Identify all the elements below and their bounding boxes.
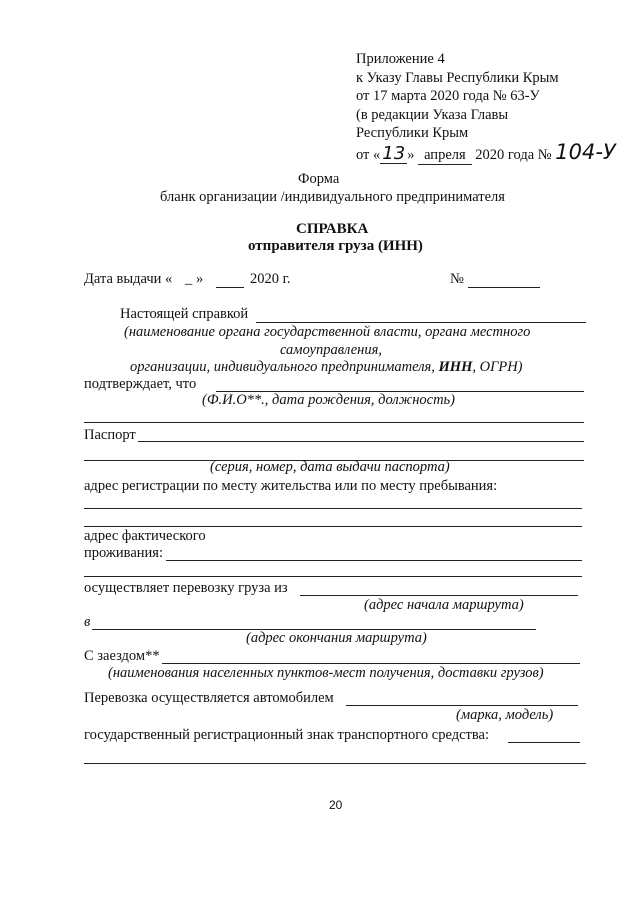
appendix-line: Приложение 4: [356, 51, 445, 67]
transport-from-label: осуществляет перевозку груза из: [84, 580, 288, 596]
person-hint: (Ф.И.О**., дата рождения, должность): [202, 392, 455, 408]
actual-address-label: проживания:: [84, 545, 163, 561]
person-field-extra[interactable]: [84, 422, 584, 423]
org-hint: самоуправления,: [280, 342, 382, 358]
document-title: СПРАВКА: [296, 221, 369, 237]
appendix-line: к Указу Главы Республики Крым: [356, 69, 559, 86]
route-start-hint: (адрес начала маршрута): [364, 597, 524, 613]
org-hint: организации, индивидуального предпринимателя, ИНН, ОГРН): [130, 359, 523, 375]
actual-address-field[interactable]: [166, 560, 582, 561]
plate-field[interactable]: [508, 742, 580, 743]
month: апреля: [418, 146, 472, 166]
org-name-field[interactable]: [256, 322, 586, 323]
reg-address-label: адрес регистрации по месту жительства или по месту пребывания:: [84, 478, 498, 494]
blank-label: бланк организации /индивидуального предпринимателя: [160, 189, 505, 205]
org-hint: (наименование органа государственной власти, органа местного: [124, 324, 531, 340]
stops-field[interactable]: [162, 663, 580, 664]
stops-hint: (наименования населенных пунктов-мест получения, доставки грузов): [108, 665, 544, 681]
confirms-label: подтверждает, что: [84, 376, 197, 392]
passport-label: Паспорт: [84, 427, 136, 443]
appendix-line: от 17 марта 2020 года № 63-У: [356, 88, 540, 104]
handwritten-day: 13: [382, 142, 406, 164]
document-subtitle: отправителя груза (ИНН): [248, 238, 423, 254]
vehicle-label: Перевозка осуществляется автомобилем: [84, 690, 334, 706]
date-mid: »: [407, 146, 419, 163]
vehicle-field[interactable]: [346, 705, 578, 706]
route-end-hint: (адрес окончания маршрута): [246, 630, 427, 646]
actual-address-label: адрес фактического: [84, 528, 206, 544]
issue-day-blank: _: [185, 271, 193, 287]
actual-address-field-extra[interactable]: [84, 576, 582, 577]
appendix-block: [356, 50, 616, 165]
issue-date-label: Дата выдачи «: [84, 271, 173, 287]
handwritten-number: 104-У: [555, 139, 616, 164]
plate-label: государственный регистрационный знак транспортного средства:: [84, 727, 489, 743]
vehicle-hint: (марка, модель): [456, 707, 554, 723]
appendix-date-line: [356, 139, 616, 166]
reg-address-field-extra[interactable]: [84, 526, 582, 527]
reg-address-field[interactable]: [84, 508, 582, 509]
page-number: 20: [329, 798, 343, 812]
plate-field-extra[interactable]: [84, 763, 586, 764]
stops-label: С заездом**: [84, 648, 160, 664]
passport-field[interactable]: [138, 441, 584, 442]
date-prefix: от «: [356, 146, 381, 163]
issue-number-blank[interactable]: [468, 287, 540, 288]
issue-year: 2020 г.: [250, 271, 291, 287]
appendix-line: (в редакции Указа Главы: [356, 106, 509, 123]
form-label: Форма: [298, 171, 340, 187]
to-label: в: [84, 614, 91, 630]
issue-month-blank[interactable]: [216, 287, 244, 288]
hereby-label: Настоящей справкой: [120, 306, 249, 322]
route-start-field[interactable]: [300, 595, 578, 596]
issue-date-close: »: [196, 271, 204, 287]
passport-hint: (серия, номер, дата выдачи паспорта): [210, 459, 450, 475]
date-suffix: 2020 года №: [471, 146, 556, 163]
issue-number-label: №: [450, 271, 464, 287]
appendix-line: Республики Крым: [356, 125, 469, 141]
